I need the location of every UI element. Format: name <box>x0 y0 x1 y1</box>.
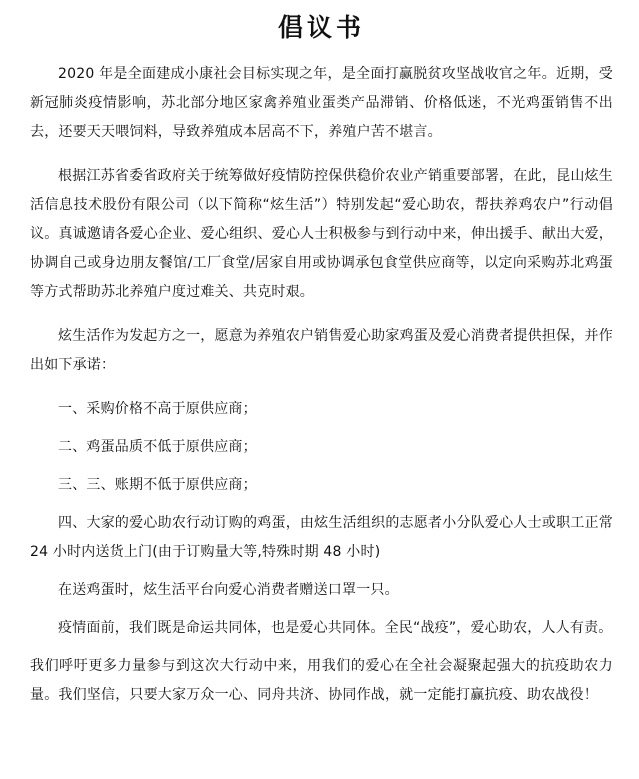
paragraph-initiative: 根据江苏省委省政府关于统筹做好疫情防控保供稳价农业产销重要部署，在此，昆山炫生活信息技术股份有限公司（以下简称“炫生活”）特别发起“爱心助农，帮扶养鸡农户”行动倡议。真诚邀请各爱心企业、爱心组织、爱心人士积极参与到行动中来，伸出援手、献出大爱，协调自己或身边朋友餐馆/工厂食堂/居家自用或协调承包食堂供应商等，以定向采购苏北鸡蛋等方式帮助苏北养殖户度过难关、共克时艰。 <box>30 168 613 300</box>
document-body <box>30 60 613 710</box>
commitment-item-2: 二、鸡蛋品质不低于原供应商； <box>58 439 257 455</box>
paragraph-mask-gift: 在送鸡蛋时，炫生活平台向爱心消费者赠送口罩一只。 <box>58 582 399 598</box>
paragraph-background: 2020 年是全面建成小康社会目标实现之年，是全面打赢脱贫攻坚战收官之年。近期，受新冠肺炎疫情影响，苏北部分地区家禽养殖业蛋类产品滞销、价格低迷，不光鸡蛋销售不出去，还要天天喂饲料，导致养殖成本居高不下，养殖户苦不堪言。 <box>30 66 613 140</box>
commitment-item-4: 四、大家的爱心助农行动订购的鸡蛋，由炫生活组织的志愿者小分队爱心人士或职工正常 24 小时内送货上门(由于订购量大等,特殊时期 48 小时) <box>30 515 613 560</box>
document-title: 倡议书 <box>277 13 365 42</box>
paragraph-community: 疫情面前，我们既是命运共同体，也是爱心共同体。全民“战疫”，爱心助农，人人有责。 <box>58 620 613 636</box>
commitment-item-1: 一、采购价格不高于原供应商； <box>58 401 257 417</box>
commitment-item-3: 三、三、账期不低于原供应商； <box>58 477 257 493</box>
paragraph-commitment-intro: 炫生活作为发起方之一，愿意为养殖农户销售爱心助家鸡蛋及爱心消费者提供担保，并作出如下承诺： <box>30 328 613 373</box>
paragraph-call-to-action: 我们呼吁更多力量参与到这次大行动中来，用我们的爱心在全社会凝聚起强大的抗疫助农力量。我们坚信，只要大家万众一心、同舟共济、协同作战，就一定能打赢抗疫、助农战役！ <box>30 658 613 703</box>
